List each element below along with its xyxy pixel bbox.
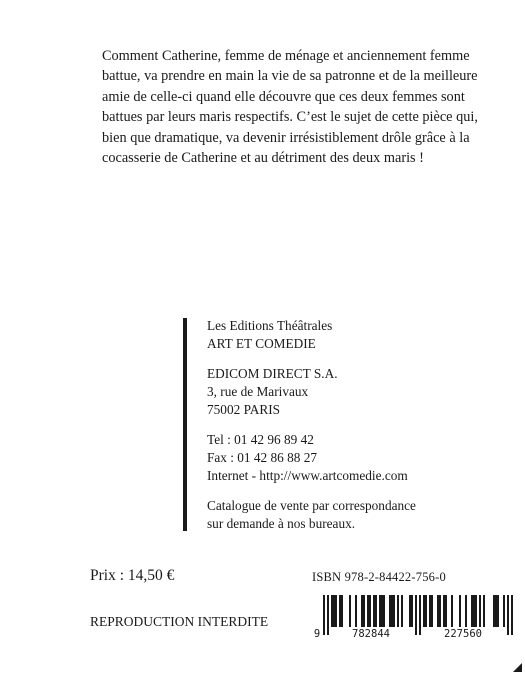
- barcode-bar: [389, 595, 391, 627]
- barcode-bar: [445, 595, 447, 627]
- vertical-rule: [183, 318, 187, 531]
- publisher-line-2: ART ET COMEDIE: [207, 336, 316, 351]
- barcode-bar: [443, 595, 445, 627]
- barcode-bar: [397, 595, 399, 627]
- barcode-bar: [327, 595, 329, 635]
- barcode-bar: [431, 595, 433, 627]
- back-cover-blurb: [102, 46, 478, 168]
- barcode-graphic: [309, 595, 514, 639]
- telephone: Tel : 01 42 96 89 42: [207, 432, 314, 447]
- barcode-bar: [459, 595, 461, 627]
- blurb-line: bien que dramatique, va devenir irrésistiblement drôle grâce à la: [102, 129, 470, 146]
- barcode-bar: [401, 595, 403, 627]
- company-name: EDICOM DIRECT S.A.: [207, 366, 338, 381]
- barcode-bar: [497, 595, 499, 627]
- barcode-bar: [323, 595, 325, 635]
- barcode-bar: [429, 595, 431, 627]
- publisher-line-1: Les Editions Théâtrales: [207, 318, 333, 333]
- barcode-bar: [381, 595, 383, 627]
- barcode-bar: [465, 595, 467, 627]
- barcode-bar: [423, 595, 425, 627]
- barcode-bar: [495, 595, 497, 627]
- barcode-bar: [493, 595, 495, 627]
- price: Prix : 14,50 €: [90, 567, 175, 584]
- barcode-bar: [331, 595, 333, 627]
- barcode-bar: [379, 595, 381, 627]
- barcode-bar: [369, 595, 371, 627]
- blurb-line: Comment Catherine, femme de ménage et anciennement femme: [102, 48, 470, 64]
- barcode-bar: [383, 595, 385, 627]
- blurb-line: amie de celle-ci quand elle découvre que ces deux femmes sont: [102, 88, 465, 105]
- barcode-bar: [391, 595, 393, 627]
- barcode-bar: [373, 595, 375, 627]
- reproduction-notice: REPRODUCTION INTERDITE: [90, 614, 269, 629]
- barcode-bar: [425, 595, 427, 627]
- barcode-bar: [475, 595, 477, 627]
- barcode-bar: [335, 595, 337, 627]
- barcode-bar: [355, 595, 357, 627]
- barcode-bar: [503, 595, 505, 627]
- website: Internet - http://www.artcomedie.com: [207, 468, 408, 483]
- catalogue-line-1: Catalogue de vente par correspondance: [207, 498, 416, 513]
- barcode: [309, 595, 514, 639]
- barcode-bar: [333, 595, 335, 627]
- barcode-bar: [363, 595, 365, 627]
- barcode-bar: [339, 595, 341, 627]
- barcode-bar: [409, 595, 411, 627]
- blurb-line: battue, va prendre en main la vie de sa patronne et de la meilleure: [102, 68, 478, 85]
- isbn: ISBN 978-2-84422-756-0: [312, 570, 446, 584]
- barcode-bar: [419, 595, 421, 635]
- barcode-bar: [483, 595, 485, 627]
- barcode-bar: [375, 595, 377, 627]
- city-postcode: 75002 PARIS: [207, 402, 281, 417]
- barcode-digits: 9: [313, 628, 321, 639]
- barcode-digits: 227560: [444, 628, 482, 639]
- barcode-bar: [349, 595, 351, 627]
- barcode-bar: [393, 595, 395, 627]
- barcode-bar: [341, 595, 343, 627]
- barcode-digits: 782844: [352, 628, 390, 639]
- barcode-bar: [507, 595, 509, 635]
- barcode-bar: [439, 595, 441, 627]
- street-address: 3, rue de Marivaux: [207, 384, 309, 399]
- barcode-bar: [473, 595, 475, 627]
- fax: Fax : 01 42 86 88 27: [207, 450, 318, 465]
- barcode-bar: [471, 595, 473, 627]
- crop-mark-icon: [513, 663, 522, 672]
- blurb-line: cocasserie de Catherine et au détriment des deux maris !: [102, 150, 424, 167]
- barcode-bar: [437, 595, 439, 627]
- publisher-info: [207, 317, 416, 533]
- barcode-bar: [511, 595, 513, 635]
- blurb-line: battues par leurs maris respectifs. C’est le sujet de cette pièce qui,: [102, 109, 478, 126]
- barcode-bar: [479, 595, 481, 627]
- barcode-bar: [361, 595, 363, 627]
- barcode-bar: [451, 595, 453, 627]
- barcode-bar: [367, 595, 369, 627]
- barcode-bar: [415, 595, 417, 635]
- catalogue-line-2: sur demande à nos bureaux.: [207, 516, 356, 531]
- barcode-bar: [411, 595, 413, 627]
